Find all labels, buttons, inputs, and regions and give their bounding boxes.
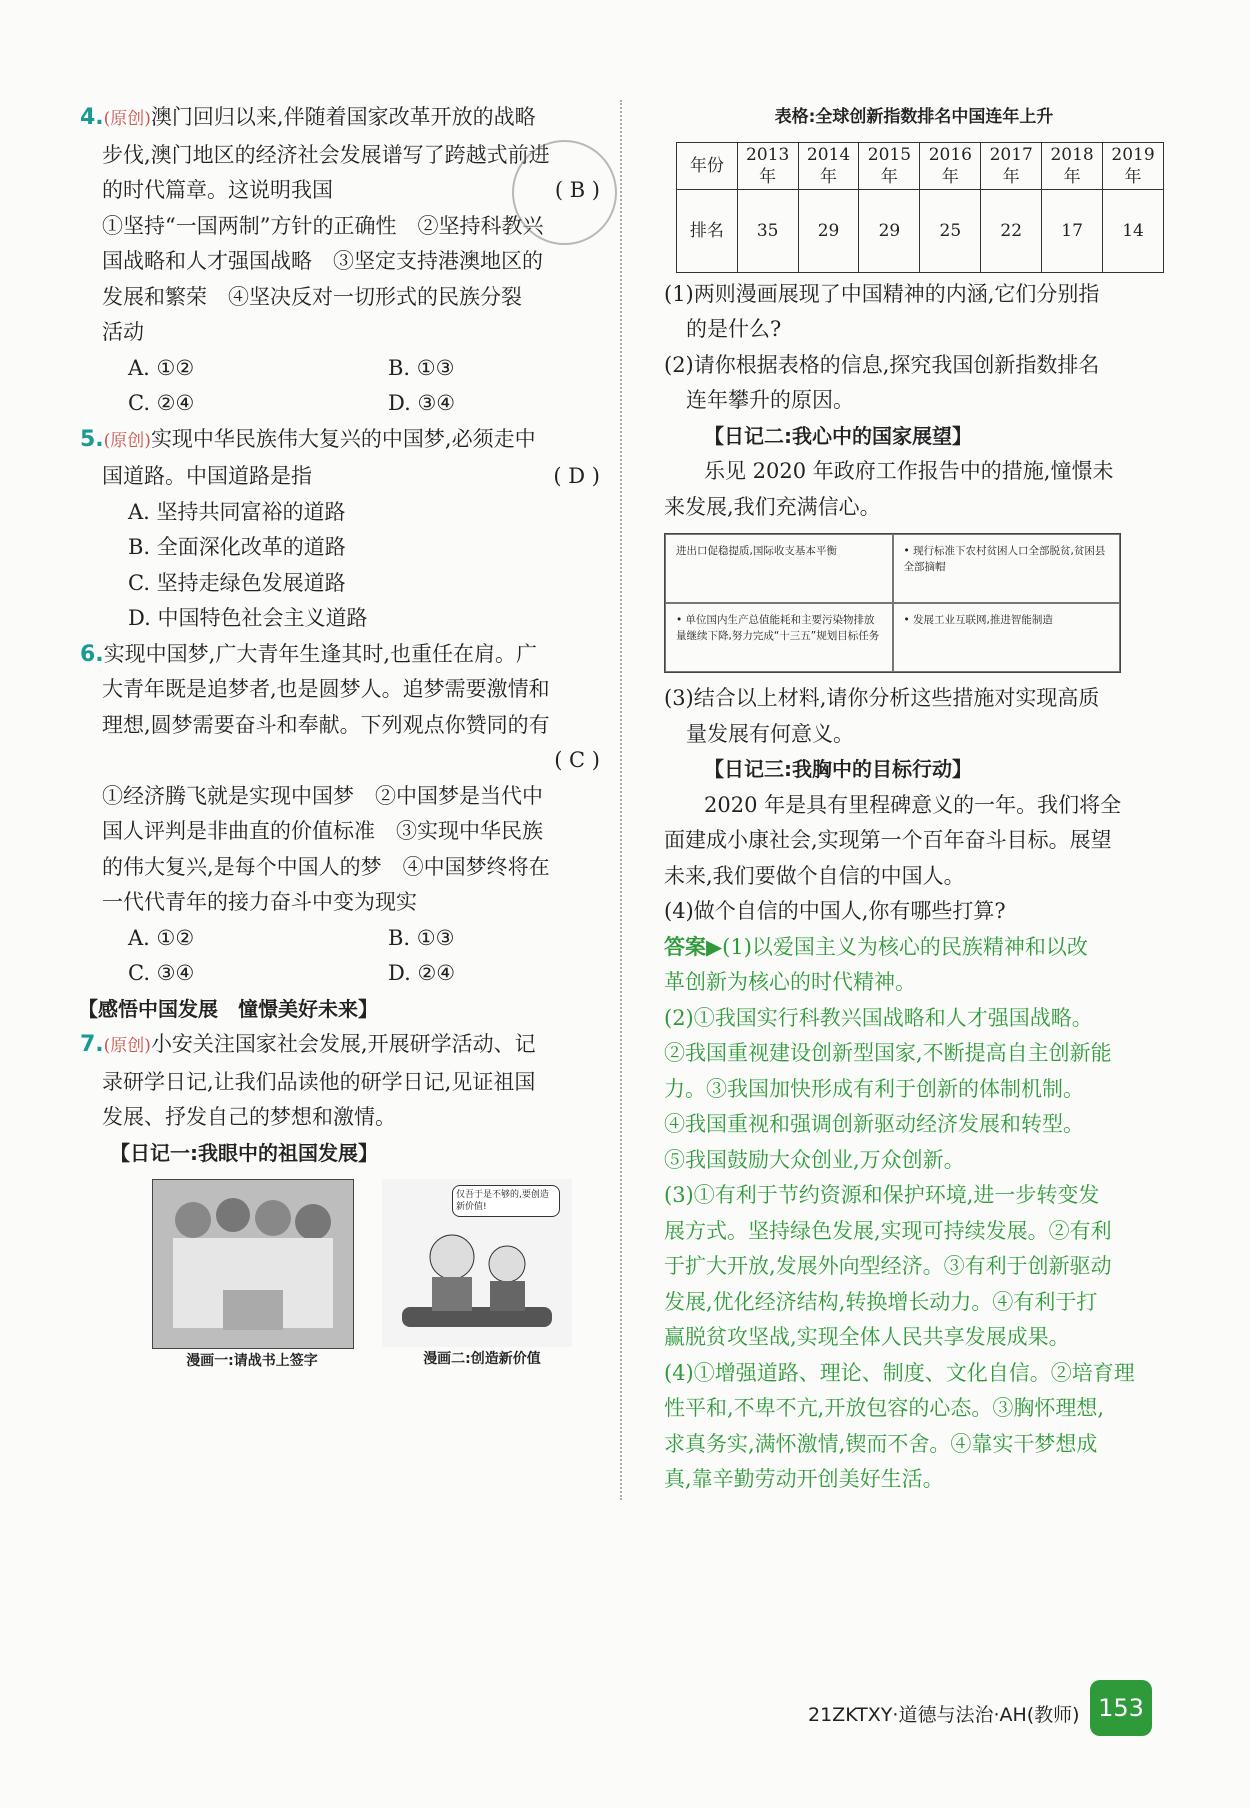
diary-heading: 【日记二:我心中的国家展望】 (704, 423, 972, 448)
option-a: A. 坚持共同富裕的道路 (128, 499, 346, 524)
option-b: B. ①③ (388, 355, 455, 380)
question-text: 实现中国梦,广大青年生逢其时,也重任在肩。广 (103, 641, 538, 666)
question-text: 实现中华民族伟大复兴的中国梦,必须走中 (150, 426, 536, 451)
question-text: 录研学日记,让我们品读他的研学日记,见证祖国 (102, 1069, 536, 1094)
comic-1-image (152, 1179, 354, 1349)
year-cell: 2014 年 (798, 142, 859, 189)
question-text: 的时代篇章。这说明我国 (102, 178, 333, 202)
year-cell: 2019 年 (1103, 142, 1164, 189)
rank-cell: 29 (859, 189, 920, 272)
comic-1-caption: 漫画一:请战书上签字 (186, 1353, 318, 1369)
diary-heading: 【日记三:我胸中的目标行动】 (704, 757, 972, 781)
question-6 (80, 637, 600, 992)
answer-line: 发展,优化经济结构,转换增长动力。④有利于打 (664, 1289, 1098, 1314)
answer-label: 答案▶ (664, 934, 723, 959)
answer-bracket: ( B ) (554, 178, 600, 202)
diary-text: 来发展,我们充满信心。 (664, 494, 881, 519)
option-d: D. 中国特色社会主义道路 (128, 606, 368, 630)
answer-line: (1)以爱国主义为核心的民族精神和以改 (722, 934, 1088, 959)
footer-text: 21ZKTXY·道德与法治·AH(教师) (808, 1704, 1080, 1726)
measure-item: • 发展工业互联网,推进智能制造 (893, 603, 1121, 672)
statement: 的伟大复兴,是每个中国人的梦 ④中国梦终将在 (102, 854, 550, 879)
year-cell: 2013 年 (737, 142, 798, 189)
year-cell: 2015 年 (859, 142, 920, 189)
statement: ①经济腾飞就是实现中国梦 ②中国梦是当代中 (102, 783, 543, 808)
right-column (664, 100, 1164, 1498)
stamp-logo (512, 140, 617, 245)
question-4 (80, 100, 600, 422)
question-5 (80, 422, 600, 637)
option-c: C. ③④ (128, 961, 195, 985)
option-d: D. ③④ (388, 391, 456, 415)
answer-line: 性平和,不卑不亢,开放包容的心态。③胸怀理想, (664, 1396, 1105, 1420)
answer-line: (3)①有利于节约资源和保护环境,进一步转变发 (664, 1183, 1100, 1207)
measure-item: • 现行标准下农村贫困人口全部脱贫,贫困县全部摘帽 (893, 534, 1121, 603)
year-cell: 2017 年 (981, 142, 1042, 189)
sub-question-2: (2)请你根据表格的信息,探究我国创新指数排名 连年攀升的原因。 (664, 352, 1100, 412)
page-number: 153 (1090, 1680, 1152, 1736)
question-text: 步伐,澳门地区的经济社会发展谱写了跨越式前进 (102, 142, 550, 167)
option-b: B. 全面深化改革的道路 (128, 535, 346, 559)
left-column (80, 100, 600, 1373)
statement: ①坚持“一国两制”方针的正确性 ②坚持科教兴 (102, 213, 544, 238)
comic-2 (382, 1179, 582, 1373)
table-row (677, 142, 1164, 189)
sub-question-4: (4)做个自信的中国人,你有哪些打算? (664, 899, 1006, 923)
question-number: 4. (80, 105, 104, 130)
option-d: D. ②④ (388, 961, 456, 985)
question-number: 5. (80, 426, 104, 452)
comics (80, 1179, 600, 1373)
rank-cell: 17 (1042, 189, 1103, 272)
question-text: 小安关注国家社会发展,开展研学活动、记 (150, 1032, 536, 1056)
year-cell: 2016 年 (920, 142, 981, 189)
diary-heading: 【日记一:我眼中的祖国发展】 (110, 1140, 378, 1165)
rank-cell: 14 (1103, 189, 1164, 272)
question-text: 澳门回归以来,伴随着国家改革开放的战略 (150, 105, 536, 129)
question-text: 国道路。中国道路是指 (102, 464, 312, 488)
comic-1 (152, 1179, 352, 1373)
sub-question-1: (1)两则漫画展现了中国精神的内涵,它们分别指 的是什么? (664, 281, 1100, 341)
statement: 国战略和人才强国战略 ③坚定支持港澳地区的 (102, 249, 543, 273)
measure-item: 进出口促稳提质,国际收支基本平衡 (665, 534, 893, 603)
answer-line: 赢脱贫攻坚战,实现全体人民共享发展成果。 (664, 1325, 1070, 1349)
answer-bracket: ( D ) (553, 464, 600, 488)
rank-cell: 22 (981, 189, 1042, 272)
year-cell: 2018 年 (1042, 142, 1103, 189)
question-tag: (原创) (103, 109, 151, 129)
diary-text: 2020 年是具有里程碑意义的一年。我们将全 (704, 792, 1122, 817)
answer-line: ⑤我国鼓励大众创业,万众创新。 (664, 1147, 965, 1172)
diary-text: 乐见 2020 年政府工作报告中的措施,憧憬未 (704, 459, 1114, 483)
diary-text: 面建成小康社会,实现第一个百年奋斗目标。展望 (664, 828, 1112, 852)
comic-2-caption: 漫画二:创造新价值 (423, 1351, 541, 1367)
rank-cell: 35 (737, 189, 798, 272)
row-label: 年份 (677, 142, 738, 189)
answer-line: 革创新为核心的时代精神。 (664, 970, 916, 994)
answer-line: (4)①增强道路、理论、制度、文化自信。②培育理 (664, 1360, 1135, 1385)
rank-cell: 25 (920, 189, 981, 272)
answer-line: 真,靠辛勤劳动开创美好生活。 (664, 1467, 944, 1491)
row-label: 排名 (677, 189, 738, 272)
answer-line: ④我国重视和强调创新驱动经济发展和转型。 (664, 1112, 1084, 1136)
answer-line: 力。③我国加快形成有利于创新的体制机制。 (664, 1076, 1084, 1101)
option-a: A. ①② (128, 355, 195, 380)
table-row (677, 189, 1164, 272)
comic-2-image (382, 1179, 572, 1347)
measures-box (664, 533, 1121, 673)
statement: 国人评判是非曲直的价值标准 ③实现中华民族 (102, 819, 543, 843)
option-b: B. ①③ (388, 925, 455, 950)
answer-line: 展方式。坚持绿色发展,实现可持续发展。②有利 (664, 1218, 1112, 1243)
speech-bubble: 仅吾于是不够的,要创造新价值! (452, 1185, 560, 1217)
column-divider (620, 100, 622, 1500)
rank-cell: 29 (798, 189, 859, 272)
question-number: 7. (80, 1032, 104, 1057)
option-c: C. 坚持走绿色发展道路 (128, 570, 346, 595)
section-heading: 【感悟中国发展 憧憬美好未来】 (78, 996, 378, 1021)
innovation-table (676, 142, 1164, 273)
statement: 一代代青年的接力奋斗中变为现实 (102, 890, 417, 914)
answer-bracket: ( C ) (554, 748, 600, 772)
table-title: 表格:全球创新指数排名中国连年上升 (774, 107, 1054, 127)
question-text: 发展、抒发自己的梦想和激情。 (102, 1105, 396, 1129)
answer-line: 求真务实,满怀激情,锲而不舍。④靠实干梦想成 (664, 1431, 1098, 1456)
answer-line: 于扩大开放,发展外向型经济。③有利于创新驱动 (664, 1254, 1112, 1278)
sub-question-3: (3)结合以上材料,请你分析这些措施对实现高质 量发展有何意义。 (664, 686, 1100, 746)
question-text: 大青年既是追梦者,也是圆梦人。追梦需要激情和 (102, 677, 550, 701)
measure-item: • 单位国内生产总值能耗和主要污染物排放量继续下降,努力完成“十三五”规划目标任务 (665, 603, 893, 672)
answer-block (664, 930, 1164, 1498)
question-tag: (原创) (103, 1036, 151, 1056)
statement: 活动 (102, 320, 144, 344)
answer-line: (2)①我国实行科教兴国战略和人才强国战略。 (664, 1005, 1093, 1030)
answer-line: ②我国重视建设创新型国家,不断提高自主创新能 (664, 1041, 1112, 1065)
question-text: 理想,圆梦需要奋斗和奉献。下列观点你赞同的有 (102, 712, 550, 737)
option-c: C. ②④ (128, 391, 195, 415)
question-number: 6. (80, 641, 104, 667)
question-7 (80, 1027, 600, 1373)
diary-text: 未来,我们要做个自信的中国人。 (664, 863, 965, 888)
option-a: A. ①② (128, 925, 195, 950)
statement: 发展和繁荣 ④坚决反对一切形式的民族分裂 (102, 284, 522, 309)
question-tag: (原创) (103, 430, 151, 451)
